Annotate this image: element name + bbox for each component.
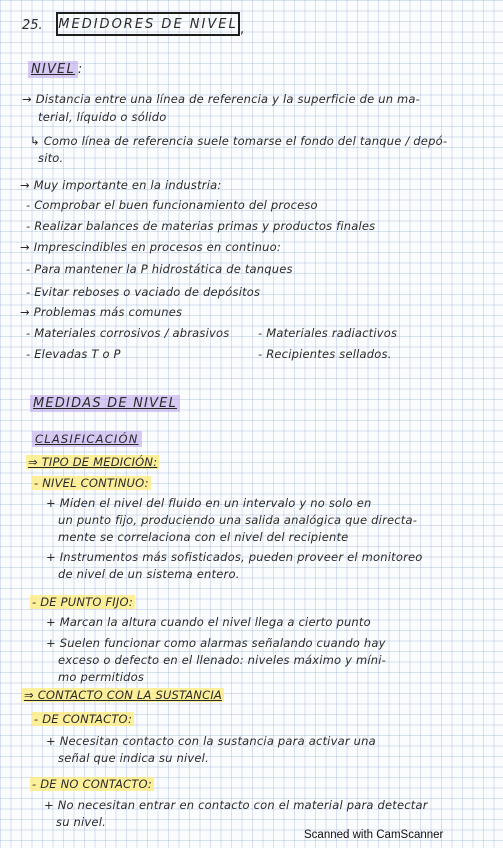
reference-line1: ↳ Como línea de referencia suele tomarse el fondo del tanque / depó- <box>30 134 448 148</box>
nivel-heading <box>28 62 84 77</box>
problem-item-4: - Recipientes sellados. <box>258 347 392 361</box>
contact-type-heading <box>32 712 134 726</box>
essential-item-2: - Evitar reboses o vaciado de depósitos <box>26 285 261 299</box>
fixed-point-heading <box>30 595 135 609</box>
problems-heading: → Problemas más comunes <box>20 305 183 319</box>
continuous-item-2-line2: de nivel de un sistema entero. <box>58 567 240 581</box>
classification-heading <box>32 432 142 446</box>
continuous-item-1-line2: un punto fijo, produciendo una salida analógica que directa- <box>58 513 418 527</box>
problem-item-2: - Materiales radiactivos <box>258 326 398 340</box>
non-contact-item-line2: su nivel. <box>56 815 106 829</box>
page-title-box <box>56 12 240 36</box>
continuous-item-1-line1: + Miden el nivel del fluido en un intervalo y no solo en <box>46 496 372 510</box>
contact-item-line1: + Necesitan contacto con la sustancia para activar una <box>46 734 376 748</box>
medidas-heading-text: MEDIDAS DE NIVEL <box>30 395 180 412</box>
continuous-item-1-line3: mente se correlaciona con el nivel del recipiente <box>58 530 349 544</box>
nivel-heading-text: NIVEL <box>28 61 78 78</box>
reference-line2: sito. <box>38 151 64 165</box>
fixed-point-item-2-line2: exceso o defecto en el llenado: niveles máximo y míni- <box>58 653 387 667</box>
page-title: MEDIDORES DE NIVEL <box>58 16 238 32</box>
classification-heading-text: CLASIFICACIÓN <box>32 431 142 447</box>
problem-item-3: - Elevadas T o P <box>26 347 121 361</box>
fixed-point-heading-text: - DE PUNTO FIJO: <box>32 595 134 609</box>
essential-heading: → Imprescindibles en procesos en continuo: <box>20 240 281 254</box>
nivel-heading-colon: : <box>77 62 84 77</box>
non-contact-item-line1: + No necesitan entrar en contacto con el material para detectar <box>44 798 428 812</box>
title-comma: , <box>240 22 245 37</box>
nivel-definition-line2: terial, líquido o sólido <box>38 110 167 124</box>
importance-heading: → Muy importante en la industria: <box>20 178 222 192</box>
measurement-type-heading <box>26 455 159 469</box>
contact-heading <box>22 688 224 702</box>
importance-item-2: - Realizar balances de materias primas y productos finales <box>26 219 376 233</box>
medidas-heading <box>30 396 180 411</box>
fixed-point-item-2-line1: + Suelen funcionar como alarmas señalando cuando hay <box>46 636 386 650</box>
problem-item-1: - Materiales corrosivos / abrasivos <box>26 326 230 340</box>
continuous-heading-text: - NIVEL CONTINUO: <box>34 476 149 490</box>
importance-item-1: - Comprobar el buen funcionamiento del proceso <box>26 198 318 212</box>
fixed-point-item-2-line3: mo permitidos <box>58 670 145 684</box>
non-contact-heading <box>30 777 154 791</box>
contact-heading-text: ⇒ CONTACTO CON LA SUSTANCIA <box>24 688 222 702</box>
essential-item-1: - Para mantener la P hidrostática de tanques <box>26 262 293 276</box>
scanner-watermark: Scanned with CamScanner <box>304 829 444 841</box>
contact-type-heading-text: - DE CONTACTO: <box>34 712 133 726</box>
fixed-point-item-1: + Marcan la altura cuando el nivel llega a cierto punto <box>46 615 371 629</box>
page-number: 25. <box>22 18 43 33</box>
measurement-type-text: ⇒ TIPO DE MEDICIÓN: <box>28 455 158 469</box>
contact-item-line2: señal que indica su nivel. <box>58 751 209 765</box>
nivel-definition-line1: → Distancia entre una línea de referencia y la superficie de un ma- <box>22 92 421 106</box>
non-contact-heading-text: - DE NO CONTACTO: <box>32 777 153 791</box>
continuous-heading <box>32 476 151 490</box>
continuous-item-2-line1: + Instrumentos más sofisticados, pueden proveer el monitoreo <box>46 550 423 564</box>
